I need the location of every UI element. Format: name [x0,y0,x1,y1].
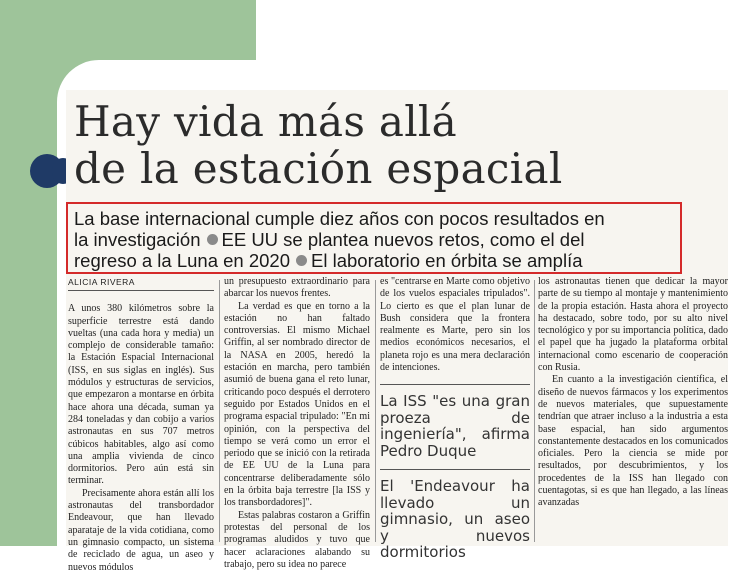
newspaper-clipping [66,90,728,573]
subhead-line-2 [74,229,694,250]
pull-quote-1: La ISS "es una gran proeza de ingeniería", afirma Pedro Duque [380,392,530,460]
column-divider [219,280,220,542]
byline: ALICIA RIVERA [68,276,214,291]
body-paragraph: los astronautas tienen que dedicar la mayor parte de su tiempo al montaje y mantenimiento de la propia estación. Hasta ahora el proyecto ha destacado, sobre todo, por su alto nivel tecnológico y por su importancia política, dado el papel que ha jugado la plataforma orbital internacional como escenario de cooperación con Rusia. [538,276,728,374]
body-paragraph: En cuanto a la investigación científica, el diseño de nuevos fármacos y los experimentos de nuevos materiales, que supuestamente tendrían que atraer incluso a la industria a esta base espacial, han sido argumentos constantemente destacados en los comunicados oficiales. Pero la ciencia se mide por resultados, por descubrimientos, y los procedentes de la ISS han llegado con cuentagotas, si es que han llegado, a las líneas avanzadas [538,374,728,509]
subhead-text: la investigación [74,229,201,250]
article-columns [66,276,728,573]
column-divider [375,280,376,542]
body-paragraph: Estas palabras costaron a Griffin protestas del personal de los programas aludidos y tuvo que hacer aclaraciones alabando su trabajo, pero su idea no parece [224,509,370,570]
column-3 [380,276,530,567]
column-divider [534,280,535,542]
body-paragraph: un presupuesto extraordinario para abarcar los nuevos frentes. [224,276,370,300]
headline-line-1: Hay vida más allá [74,97,457,146]
column-2 [224,276,370,571]
subhead-text: EE UU se plantea nuevos retos, como el del [221,229,585,250]
separator-dot [296,255,307,266]
pull-quote-rule [380,469,530,470]
headline [74,98,734,192]
subhead-text: regreso a la Luna en 2020 [74,250,291,271]
subhead-highlight [66,202,682,274]
subhead-text: El laboratorio en órbita se amplía [311,250,583,271]
body-paragraph: La verdad es que en torno a la estación no han faltado controversias. El mismo Michael Griffin, al ser nombrado director de la NASA en 2005, heredó la estación en marcha, pero también asumió de buena gana el reto lunar, criticando poco después el derrotero seguido por Estados Unidos en el programa espacial tripulado: "En mi opinión, con la perspectiva del tiempo se verá como un error el periodo que se inició con la retirada de EE UU de la Luna para concentrarse deliberadamente sólo en la órbita baja terrestre [la ISS y los transbordadores]". [224,300,370,509]
subhead-line-1: La base internacional cumple diez años con pocos resultados en [74,208,605,229]
body-paragraph: es "centrarse en Marte como objetivo de los vuelos espaciales tripulados". Lo cierto es que el plan lunar de Bush considera que la frontera realmente es Marte, pero sin los medios económicos necesarios, el planeta rojo es una mera declaración de intenciones. [380,276,530,374]
pull-quote-2: El 'Endeavour ha llevado un gimnasio, un aseo y nuevos dormitorios [380,477,530,562]
subhead [74,208,694,271]
column-4 [538,276,728,510]
pull-quote-rule [380,384,530,385]
body-paragraph: A unos 380 kilómetros sobre la superficie terrestre está dando vueltas (una cada hora y media) un complejo de considerable tamaño: la Estación Espacial Internacional (ISS, en sus siglas en inglés). Sus módulos y estructuras de servicios, que empezaron a montarse en órbita hace ahora una década, suman ya 284 toneladas y dan cobijo a varios astronautas en sus 707 metros cúbicos habitables, algo así como una amplia vivienda de cinco dormitorios. Pero aún está sin terminar. [68,303,214,487]
headline-line-2: de la estación espacial [74,144,563,193]
body-paragraph: Precisamente ahora están allí los astronautas del transbordador Endeavour, que han llevado aparataje de la vida cotidiana, como un gimnasio compacto, un sistema de reciclado de agua, un aseo y nuevos módulos [68,487,214,573]
subhead-line-3 [74,250,694,271]
column-1 [68,276,214,574]
separator-dot [207,234,218,245]
